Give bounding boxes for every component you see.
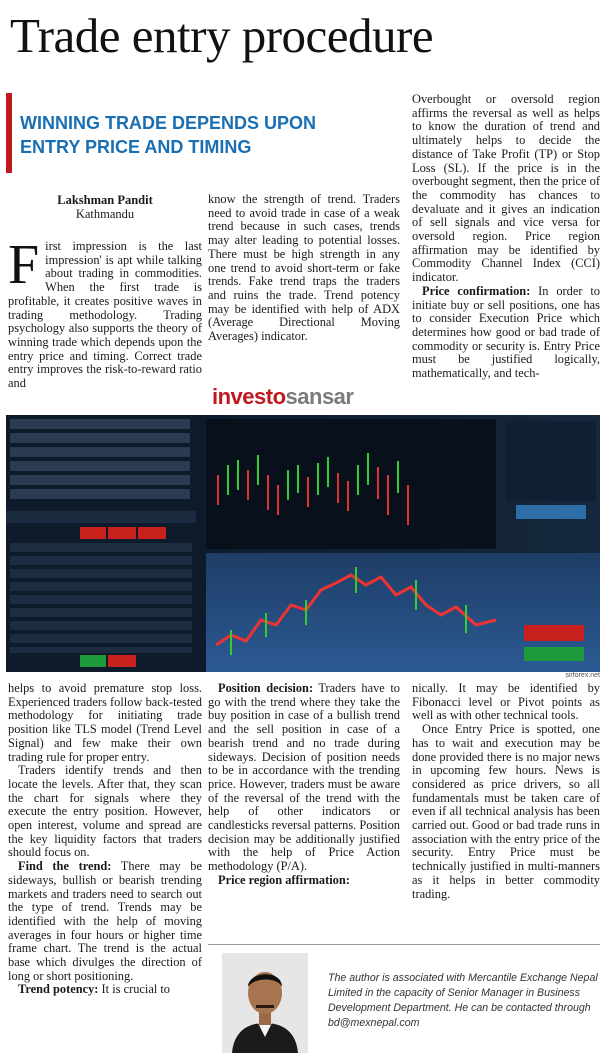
column-3-bottom — [412, 682, 600, 901]
paragraph: nically. It may be identified by Fibonacci level or Pivot points as well as with other technical tools. — [412, 681, 600, 723]
drop-cap: F — [8, 234, 40, 296]
author-photo — [222, 953, 308, 1053]
paragraph: Price confirmation: In order to initiate buy or sell positions, one has to consider Execution Price which determines how good or bad trade of commodity or security is. Entry Price must be justified logically, mathematically, and tech- — [412, 283, 600, 381]
paragraph-lead: Price region affirmation: — [218, 872, 350, 887]
column-1-bottom — [8, 682, 202, 997]
author-info-box — [208, 944, 600, 1056]
subhead-block — [6, 93, 402, 173]
paragraph-lead: Position decision: — [218, 681, 314, 695]
column-2-top — [208, 193, 400, 344]
author-name: Lakshman Pandit — [57, 193, 153, 207]
photo-credit: sirforex.net — [565, 672, 600, 679]
author-note: The author is associated with Mercantile Exchange Nepal Limited in the capacity of Senior Manager in Business Development Department. He can be contacted through bd@mexnepal.com — [328, 972, 598, 1029]
author-location: Kathmandu — [75, 207, 135, 221]
paragraph: Find the trend: There may be sideways, bullish or bearish trending markets and traders need to search out the type of trend. Trends may be identified with the help of moving averages in four hours or higher time frame chart. The trend is the actual base which divulges the direction of long or short positioning. — [8, 859, 202, 983]
paragraph-lead: Find the trend: — [18, 859, 112, 874]
paragraph: Once Entry Price is spotted, one has to wait and execution may be done provided there is no major news in upcoming few hours. News is considered as price drivers, so all fundamentals must be taken care of even if all technical analysis has been carried out. Good or bad trade runs in association with the entry price of the security. Entry Price must be technically justified in multi-manners as it helps in better commodity trading. — [412, 722, 600, 901]
investosansar-logo: investosansar — [212, 384, 354, 409]
paragraph: Trend potency: It is crucial to — [18, 982, 171, 997]
subhead-accent-bar — [6, 93, 12, 173]
paragraph: Traders identify trends and then locate the levels. After that, they scan the chart for signals where they execute the entry position. However, open interest, volume and spread are the key liquidity factors that traders should focus on. — [8, 763, 202, 860]
column-3-top — [412, 93, 600, 381]
paragraph: know the strength of trend. Traders need to avoid trade in case of a weak trend because in such cases, trends may alter leading to potential losses. There must be high strength in any one trend to avoid short-term or fake trends. Fake trend traps the traders and ruins the trade. Trend potency may be identified with help of ADX (Average Directional Moving Averages) indicator. — [208, 192, 400, 344]
paragraph: Overbought or oversold region affirms the reversal as well as helps to know the duration of trend and ultimately helps to decide the distance of Take Profit (TP) or Stop Loss (SL). If the price is in the overbought segment, then the price of the commodity has chances to devaluate and it gives an indication of sell signals and vice versa for oversold region. Price region affirmation may be identified by Commodity Channel Index (CCI) indicator. — [412, 92, 600, 285]
byline — [8, 193, 202, 221]
paragraph: Position decision: Traders have to go with the trend where they take the buy position in case of a bullish trend and the sell position in case of a bearish trend and no trade during sideways. Decision of position needs to be in accordance with the trending price. However, traders must be aware of the reversal of the trend with the help of other indicators or candlesticks reversal patterns. Position decision may be additionally justified with the help of Price Action methodology (P/A). — [208, 681, 401, 874]
headline: Trade entry procedure — [10, 8, 434, 63]
trading-screen-photo — [6, 415, 600, 672]
paragraph: helps to avoid premature stop loss. Experienced traders follow back-tested methodology for initiating trade position like TLS model (Trend Level Signal) and few make their own trading rule for proper entry. — [8, 681, 202, 764]
column-1-top — [8, 234, 202, 391]
paragraph-lead: Trend potency: — [18, 982, 99, 997]
column-2-bottom — [208, 682, 400, 888]
paragraph-lead: Price confirmation: — [422, 283, 531, 298]
subhead: WINNING TRADE DEPENDS UPON ENTRY PRICE AND TIMING — [20, 113, 317, 157]
paragraph: irst impression is the last impression' is apt while talking about trading in commodities. When the first trade is profitable, it creates positive waves in trading methodology. Trading psychology also supports the theory of winning trade which depends upon the entry price and timing. Correct trade entry improves the risk-to-reward ratio and — [8, 239, 202, 391]
paragraph — [208, 874, 400, 888]
